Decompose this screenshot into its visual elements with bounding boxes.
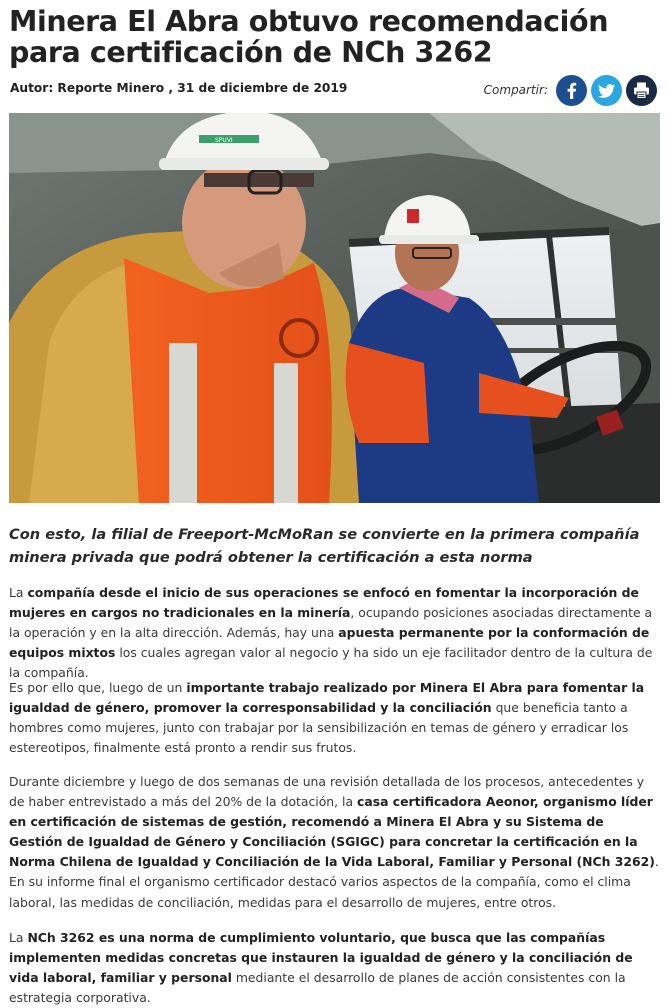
text-run: La (9, 585, 28, 600)
text-run: . En su informe final el organismo certificador destacó varios aspectos de la compañía, como el clima laboral, las medidas de conciliación, medidas para el desarrollo de mujeres, entre otros. (9, 854, 659, 910)
bold-text-run: compañía desde el inicio de sus operaciones se enfocó en fomentar la incorporación de mujeres en cargos no tradicionales en la minería (9, 585, 639, 621)
text-run: Durante diciembre y luego de dos semanas de una revisión detallada de los procesos, antecedentes y de haber entrevistado a más del 20% de la dotación, la (9, 774, 645, 810)
article-paragraph-3 (9, 772, 661, 913)
article-photo (9, 113, 660, 503)
article-title: Minera El Abra obtuvo recomendación para certificación de NCh 3262 (9, 5, 609, 69)
print-button[interactable] (626, 75, 657, 106)
text-run: mediante el desarrollo de planes de acción consistentes con la estrategia corporativa. (9, 970, 626, 1006)
bold-text-run: casa certificadora Aeonor, organismo líder en certificación de sistemas de gestión, recomendó a Minera El Abra y su Sistema de Gestión de Igualdad de Género y Conciliación (SGIGC) para concretar la certificación en la Norma Chilena de Igualdad y Conciliación de la Vida Laboral, Familiar y Personal (NCh 3262) (9, 794, 655, 870)
helmet-label: SPUVI (215, 137, 233, 144)
text-run: La (9, 930, 28, 945)
share-label: Compartir: (483, 83, 548, 97)
text-run: los cuales agregan valor al negocio y ha sido un eje facilitador dentro de la cultura de la compañía. (9, 645, 653, 681)
article-paragraph-2 (9, 678, 661, 758)
text-run: , ocupando posiciones asociadas directamente a la operación y en la alta dirección. Además, hay una (9, 605, 653, 641)
text-run: Es por ello que, luego de un (9, 680, 187, 695)
bold-text-run: apuesta permanente por la conformación de equipos mixtos (9, 625, 650, 661)
bold-text-run: NCh 3262 es una norma de cumplimiento voluntario, que busca que las compañías implementen medidas concretas que instauren la igualdad de género y la conciliación de vida laboral, familiar y personal (9, 930, 633, 986)
article-lead: Con esto, la filial de Freeport-McMoRan se convierte en la primera compañía minera privada que podrá obtener la certificación a esta norma (9, 526, 640, 566)
facebook-share-button[interactable] (556, 75, 587, 106)
bold-text-run: importante trabajo realizado por Minera El Abra para fomentar la igualdad de género, promover la corresponsabilidad y la conciliación (9, 680, 645, 716)
twitter-icon (591, 75, 622, 106)
article-paragraph-4 (9, 928, 661, 1008)
article-paragraph-1 (9, 583, 661, 683)
printer-icon (626, 75, 657, 106)
text-run: que beneficia tanto a hombres como mujeres, junto con trabajar por la sensibilización en temas de género y erradicar los estereotipos, finalmente está pronto a rendir sus frutos. (9, 700, 629, 756)
facebook-icon (556, 75, 587, 106)
share-bar (484, 74, 657, 106)
article-byline: Autor: Reporte Minero , 31 de diciembre de 2019 (10, 81, 348, 95)
twitter-share-button[interactable] (591, 75, 622, 106)
